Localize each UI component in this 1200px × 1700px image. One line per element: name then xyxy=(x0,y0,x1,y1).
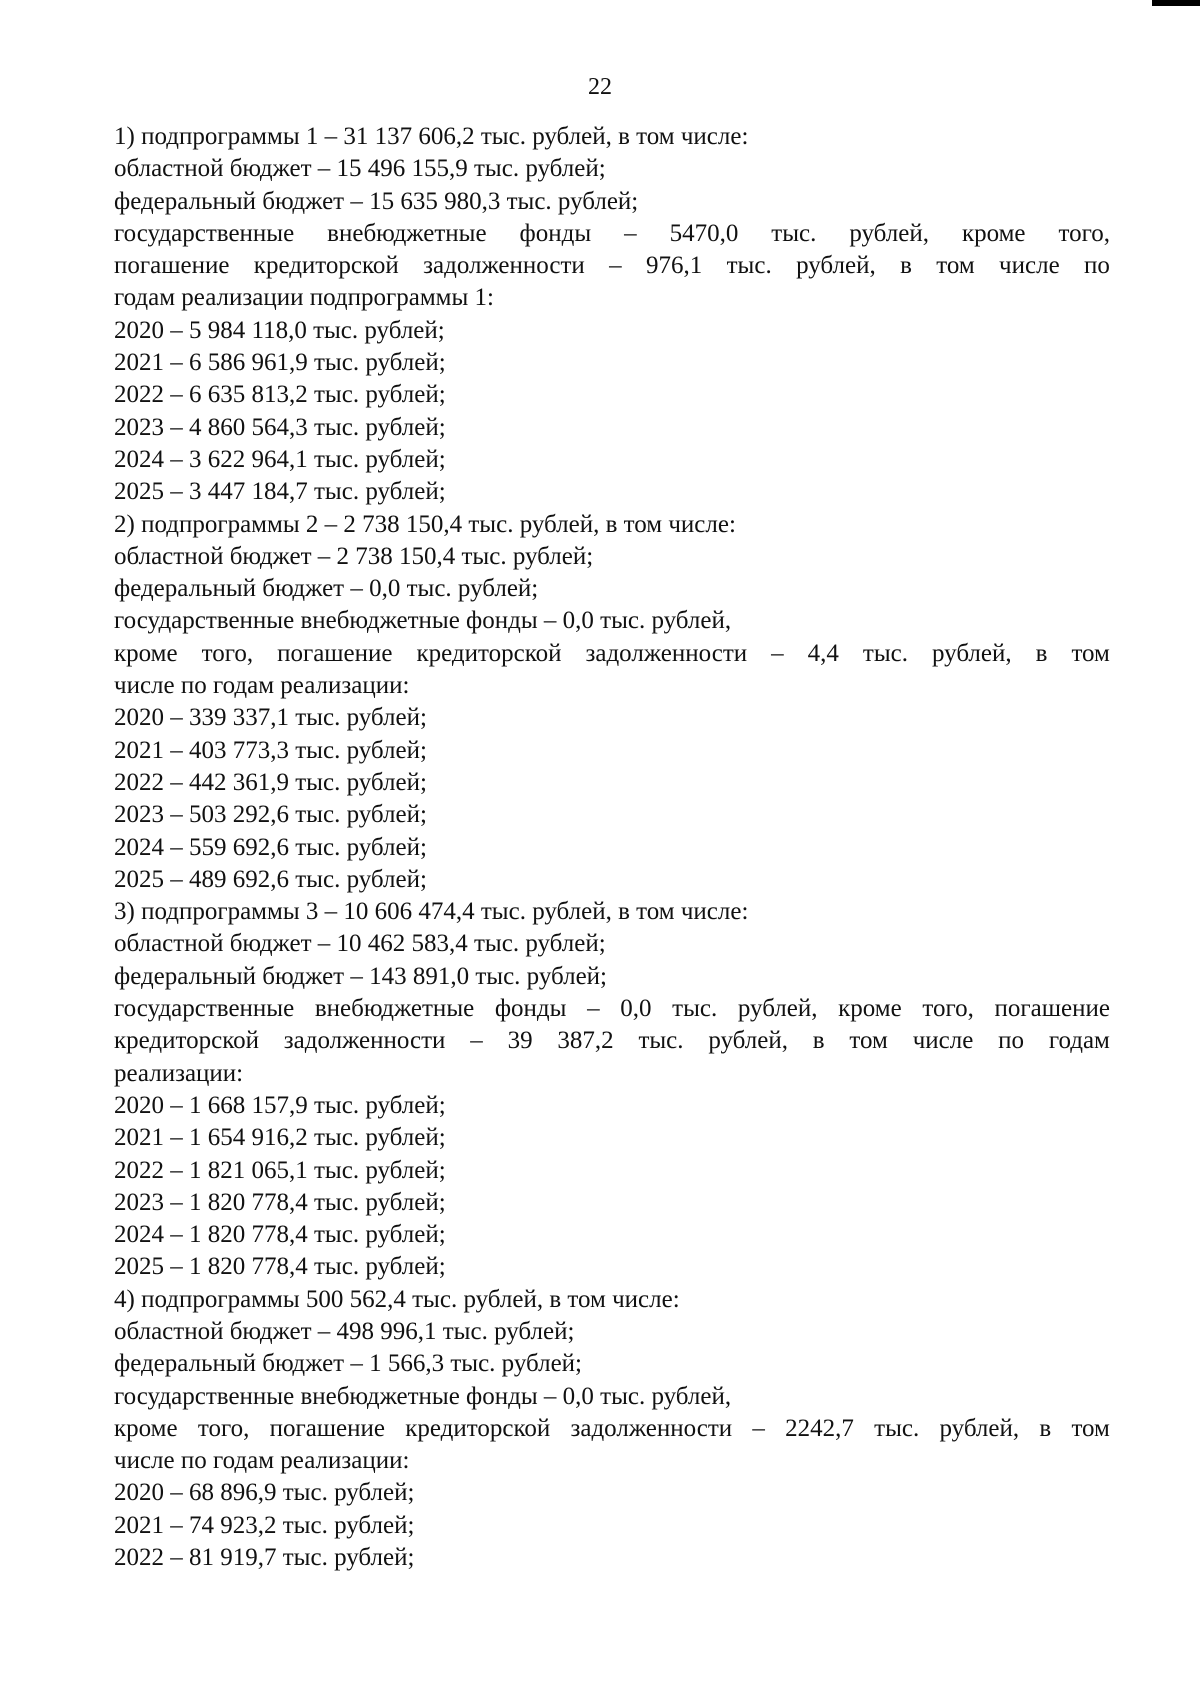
text-line: государственные внебюджетные фонды – 5470,0 тыс. рублей, кроме того, xyxy=(114,219,1110,247)
text-line: 2023 – 4 860 564,3 тыс. рублей; xyxy=(114,413,446,441)
page-number: 22 xyxy=(588,74,612,100)
text-line: областной бюджет – 15 496 155,9 тыс. рублей; xyxy=(114,155,606,183)
text-line: 2020 – 339 337,1 тыс. рублей; xyxy=(114,704,427,732)
text-line: 2020 – 1 668 157,9 тыс. рублей; xyxy=(114,1091,446,1119)
text-line: 2022 – 81 919,7 тыс. рублей; xyxy=(114,1544,415,1572)
text-line: 2020 – 5 984 118,0 тыс. рублей; xyxy=(114,316,445,344)
text-line: государственные внебюджетные фонды – 0,0 тыс. рублей, кроме того, погашение xyxy=(114,995,1110,1023)
text-line: 2) подпрограммы 2 – 2 738 150,4 тыс. рублей, в том числе: xyxy=(114,510,736,538)
text-line: 2023 – 503 292,6 тыс. рублей; xyxy=(114,801,427,829)
text-line: федеральный бюджет – 1 566,3 тыс. рублей; xyxy=(114,1350,582,1378)
text-line: 3) подпрограммы 3 – 10 606 474,4 тыс. рублей, в том числе: xyxy=(114,898,749,926)
text-line: кроме того, погашение кредиторской задолженности – 2242,7 тыс. рублей, в том xyxy=(114,1414,1110,1442)
text-line: числе по годам реализации: xyxy=(114,1447,410,1475)
text-line: 2021 – 6 586 961,9 тыс. рублей; xyxy=(114,349,446,377)
text-line: 1) подпрограммы 1 – 31 137 606,2 тыс. рублей, в том числе: xyxy=(114,123,749,150)
text-line: государственные внебюджетные фонды – 0,0 тыс. рублей, xyxy=(114,607,732,635)
text-line: областной бюджет – 10 462 583,4 тыс. рублей; xyxy=(114,930,606,958)
text-line: числе по годам реализации: xyxy=(114,672,410,700)
text-line: 2021 – 1 654 916,2 тыс. рублей; xyxy=(114,1124,446,1152)
text-line: 2024 – 559 692,6 тыс. рублей; xyxy=(114,833,427,861)
text-line: 2020 – 68 896,9 тыс. рублей; xyxy=(114,1479,415,1507)
text-line: реализации: xyxy=(114,1059,244,1087)
text-line: годам реализации подпрограммы 1: xyxy=(114,284,494,312)
text-line: 4) подпрограммы 500 562,4 тыс. рублей, в том числе: xyxy=(114,1285,680,1313)
text-line: кроме того, погашение кредиторской задолженности – 4,4 тыс. рублей, в том xyxy=(114,639,1110,667)
text-line: 2022 – 442 361,9 тыс. рублей; xyxy=(114,768,427,796)
text-line: 2021 – 74 923,2 тыс. рублей; xyxy=(114,1511,415,1539)
text-line: 2023 – 1 820 778,4 тыс. рублей; xyxy=(114,1188,446,1216)
text-line: 2022 – 6 635 813,2 тыс. рублей; xyxy=(114,381,446,409)
text-line: областной бюджет – 2 738 150,4 тыс. рублей; xyxy=(114,542,594,570)
text-line: государственные внебюджетные фонды – 0,0 тыс. рублей, xyxy=(114,1382,732,1410)
text-line: 2022 – 1 821 065,1 тыс. рублей; xyxy=(114,1156,446,1184)
text-line: 2025 – 3 447 184,7 тыс. рублей; xyxy=(114,478,446,506)
text-line: погашение кредиторской задолженности – 976,1 тыс. рублей, в том числе по xyxy=(114,252,1110,280)
scan-corner-mark xyxy=(1152,0,1200,6)
text-line: областной бюджет – 498 996,1 тыс. рублей; xyxy=(114,1317,575,1345)
text-line: 2024 – 3 622 964,1 тыс. рублей; xyxy=(114,445,446,473)
document-body xyxy=(114,121,1110,1574)
text-line: 2025 – 1 820 778,4 тыс. рублей; xyxy=(114,1253,446,1281)
text-line: 2021 – 403 773,3 тыс. рублей; xyxy=(114,736,427,764)
text-line: кредиторской задолженности – 39 387,2 тыс. рублей, в том числе по годам xyxy=(114,1027,1110,1055)
text-line: федеральный бюджет – 143 891,0 тыс. рублей; xyxy=(114,962,607,990)
text-line: федеральный бюджет – 15 635 980,3 тыс. рублей; xyxy=(114,187,639,215)
text-line: федеральный бюджет – 0,0 тыс. рублей; xyxy=(114,575,539,603)
text-line: 2024 – 1 820 778,4 тыс. рублей; xyxy=(114,1221,446,1249)
text-line: 2025 – 489 692,6 тыс. рублей; xyxy=(114,865,427,893)
